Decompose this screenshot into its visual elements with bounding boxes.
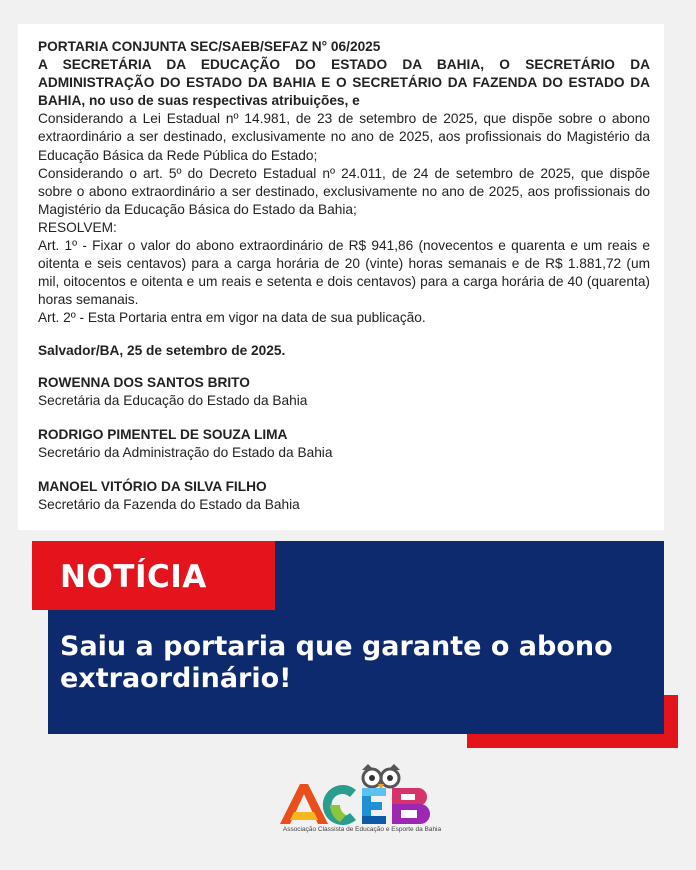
signatory xyxy=(38,374,650,410)
document-preamble: A SECRETÁRIA DA EDUCAÇÃO DO ESTADO DA BAHIA, O SECRETÁRIO DA ADMINISTRAÇÃO DO ESTADO DA BAHIA E O SECRETÁRIO DA FAZENDA DO ESTADO DA BAHIA, no uso de suas respectivas atribuições, e xyxy=(38,57,650,109)
logo-caption: Associação Classista de Educação e Esporte da Bahia xyxy=(282,826,442,833)
signatory-name: RODRIGO PIMENTEL DE SOUZA LIMA xyxy=(38,426,288,442)
logo-letter-a xyxy=(280,784,328,824)
article-2: Art. 2º - Esta Portaria entra em vigor na data de sua publicação. xyxy=(38,310,426,326)
article-1: Art. 1º - Fixar o valor do abono extraordinário de R$ 941,86 (novecentos e quarenta e um reais e oitenta e seis centavos) para a carga horária de 20 (vinte) horas semanais e de R$ 1.881,72 (um mil, oitocentos e oitenta e um reais e setenta e dois centavos) para a carga horária de 40 (quarenta) horas semanais. xyxy=(38,238,650,308)
owl-icon xyxy=(362,764,400,790)
resolve-heading: RESOLVEM: xyxy=(38,219,117,235)
document-text xyxy=(38,38,650,514)
signatory xyxy=(38,478,650,514)
signatory-role: Secretário da Fazenda do Estado da Bahia xyxy=(38,497,300,513)
signatory xyxy=(38,426,650,462)
logo-letter-e xyxy=(362,788,386,824)
headline: Saiu a portaria que garante o abono extraordinário! xyxy=(60,631,613,694)
signatory-role: Secretária da Educação do Estado da Bahia xyxy=(38,392,308,408)
signatory-name: MANOEL VITÓRIO DA SILVA FILHO xyxy=(38,478,267,494)
logo-letter-c xyxy=(323,785,356,825)
signatory-role: Secretário da Administração do Estado da Bahia xyxy=(38,444,333,460)
portaria-document xyxy=(18,24,664,530)
signatory-name: ROWENNA DOS SANTOS BRITO xyxy=(38,374,250,390)
place-date: Salvador/BA, 25 de setembro de 2025. xyxy=(38,342,286,358)
considering-law: Considerando a Lei Estadual nº 14.981, de 23 de setembro de 2025, que dispõe sobre o abono extraordinário a ser destinado, exclusivamente no ano de 2025, aos profissionais do Magistério da Educação Básica da Rede Pública do Estado; xyxy=(38,111,650,163)
considering-decree: Considerando o art. 5º do Decreto Estadual nº 24.011, de 24 de setembro de 2025, que dispõe sobre o abono extraordinário a ser destinado, exclusivamente no ano de 2025, aos profissionais do Magistério da Educação Básica do Estado da Bahia; xyxy=(38,165,650,217)
logo-letter-b xyxy=(392,788,430,824)
document-title: PORTARIA CONJUNTA SEC/SAEB/SEFAZ N° 06/2025 xyxy=(38,39,381,54)
news-tag: NOTÍCIA xyxy=(60,559,207,595)
